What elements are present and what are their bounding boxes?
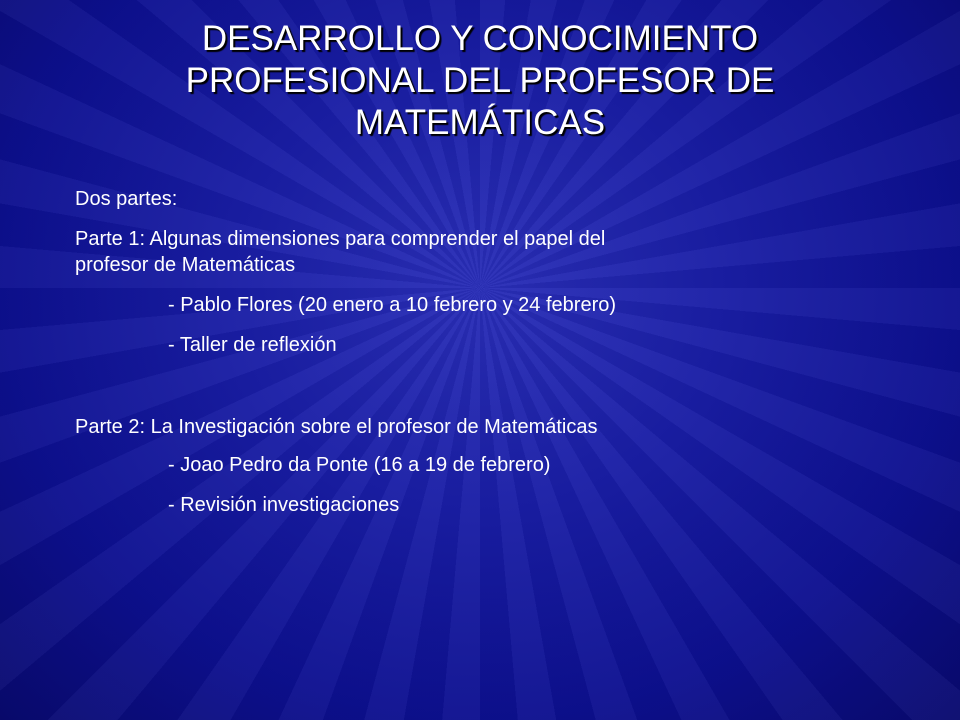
- part1-heading-line1: Parte 1: Algunas dimensiones para comprender el papel del: [75, 228, 606, 250]
- spacer: [75, 372, 795, 414]
- title-line: MATEMÁTICAS: [354, 103, 606, 142]
- slide-body: [75, 186, 795, 532]
- part2-item: - Joao Pedro da Ponte (16 a 19 de febrero): [168, 454, 551, 476]
- title-line: DESARROLLO Y CONOCIMIENTO: [201, 19, 759, 58]
- part1-heading-line2: profesor de Matemáticas: [75, 254, 296, 276]
- part2-heading: Parte 2: La Investigación sobre el profesor de Matemáticas: [75, 416, 598, 438]
- part1-item: - Taller de reflexión: [168, 334, 337, 356]
- part2-item: - Revisión investigaciones: [168, 494, 400, 516]
- part1-item: - Pablo Flores (20 enero a 10 febrero y 24 febrero): [168, 294, 617, 316]
- title-line: PROFESIONAL DEL PROFESOR DE: [185, 61, 775, 100]
- intro-text: Dos partes:: [75, 188, 178, 210]
- part1-heading: [75, 226, 795, 278]
- slide-title: [100, 18, 860, 144]
